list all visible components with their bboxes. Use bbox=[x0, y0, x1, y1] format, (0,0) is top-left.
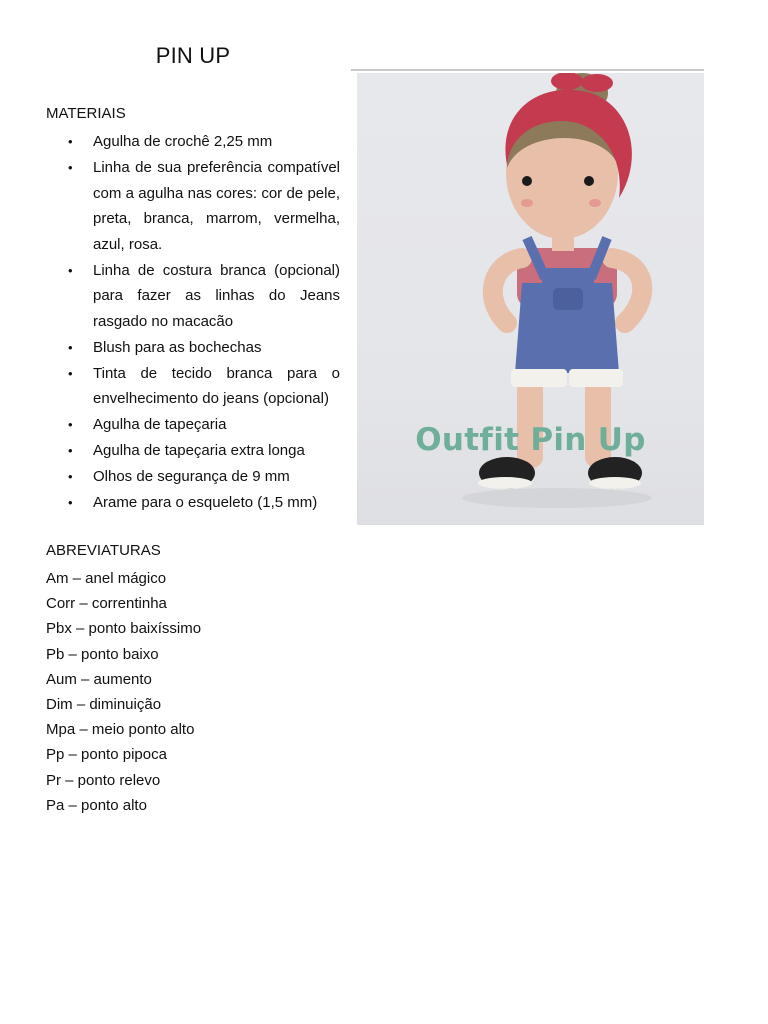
list-item bbox=[46, 258, 340, 335]
left-shoe-sole bbox=[478, 477, 532, 489]
left-eye bbox=[522, 176, 532, 186]
material-text: Agulha de tapeçaria extra longa bbox=[93, 442, 305, 459]
list-item: Dim – diminuição bbox=[46, 696, 162, 714]
list-item bbox=[46, 361, 340, 412]
list-item bbox=[46, 335, 340, 361]
material-text: Arame para o esqueleto (1,5 mm) bbox=[93, 494, 318, 511]
list-item: Pr – ponto relevo bbox=[46, 771, 161, 789]
material-text: Agulha de crochê 2,25 mm bbox=[93, 133, 273, 150]
right-eye bbox=[584, 176, 594, 186]
photo-caption: Outfit Pin Up bbox=[415, 422, 646, 458]
page-title: PIN UP bbox=[155, 43, 231, 68]
list-item: Am – anel mágico bbox=[46, 570, 167, 587]
list-item: Aum – aumento bbox=[46, 670, 152, 688]
doll-photo bbox=[357, 73, 704, 525]
left-cheek bbox=[521, 199, 533, 207]
list-item bbox=[46, 155, 340, 257]
bullet-icon: • bbox=[68, 443, 73, 458]
bullet-icon: • bbox=[68, 134, 73, 149]
floor-shadow bbox=[462, 488, 652, 508]
right-shoe-sole bbox=[589, 477, 641, 489]
bullet-icon: • bbox=[68, 417, 73, 432]
list-item bbox=[46, 490, 340, 516]
abbreviations-list bbox=[46, 566, 201, 818]
list-item bbox=[46, 464, 340, 490]
list-item: Pp – ponto pipoca bbox=[46, 746, 167, 764]
list-item: Pa – ponto alto bbox=[46, 796, 147, 814]
list-item bbox=[46, 412, 340, 438]
abbreviations-heading: ABREVIATURAS bbox=[46, 542, 161, 559]
materials-list bbox=[46, 129, 340, 516]
bullet-icon: • bbox=[68, 495, 73, 510]
bullet-icon: • bbox=[68, 160, 73, 175]
left-cuff bbox=[511, 369, 567, 387]
material-text: Olhos de segurança de 9 mm bbox=[93, 468, 290, 485]
material-text: Blush para as bochechas bbox=[93, 338, 262, 356]
bullet-icon: • bbox=[68, 262, 73, 278]
material-text: Linha de sua preferência compatível com a agulha nas cores: cor de pele, preta, branca, marrom, vermelha, azul, rosa. bbox=[93, 159, 340, 253]
right-cheek bbox=[589, 199, 601, 207]
material-text: Linha de costura branca (opcional) para fazer as linhas do Jeans rasgado no macacão bbox=[93, 261, 340, 330]
bullet-icon: • bbox=[68, 339, 73, 355]
bullet-icon: • bbox=[68, 469, 73, 484]
neck bbox=[552, 231, 574, 251]
photo-frame bbox=[351, 69, 704, 525]
bullet-icon: • bbox=[68, 365, 73, 381]
list-item: Pbx – ponto baixíssimo bbox=[46, 620, 202, 638]
list-item bbox=[46, 438, 340, 464]
right-cuff bbox=[569, 369, 623, 387]
list-item bbox=[46, 129, 340, 155]
list-item: Mpa – meio ponto alto bbox=[46, 721, 195, 739]
bib-pocket bbox=[553, 288, 583, 310]
bow-right bbox=[581, 74, 613, 92]
materials-heading: MATERIAIS bbox=[46, 105, 126, 122]
list-item: Pb – ponto baixo bbox=[46, 645, 159, 663]
photo-top-rule bbox=[351, 69, 704, 71]
material-text: Tinta de tecido branca para o envelhecimento do jeans (opcional) bbox=[93, 364, 340, 407]
material-text: Agulha de tapeçaria bbox=[93, 416, 227, 433]
list-item: Corr – correntinha bbox=[46, 595, 167, 613]
